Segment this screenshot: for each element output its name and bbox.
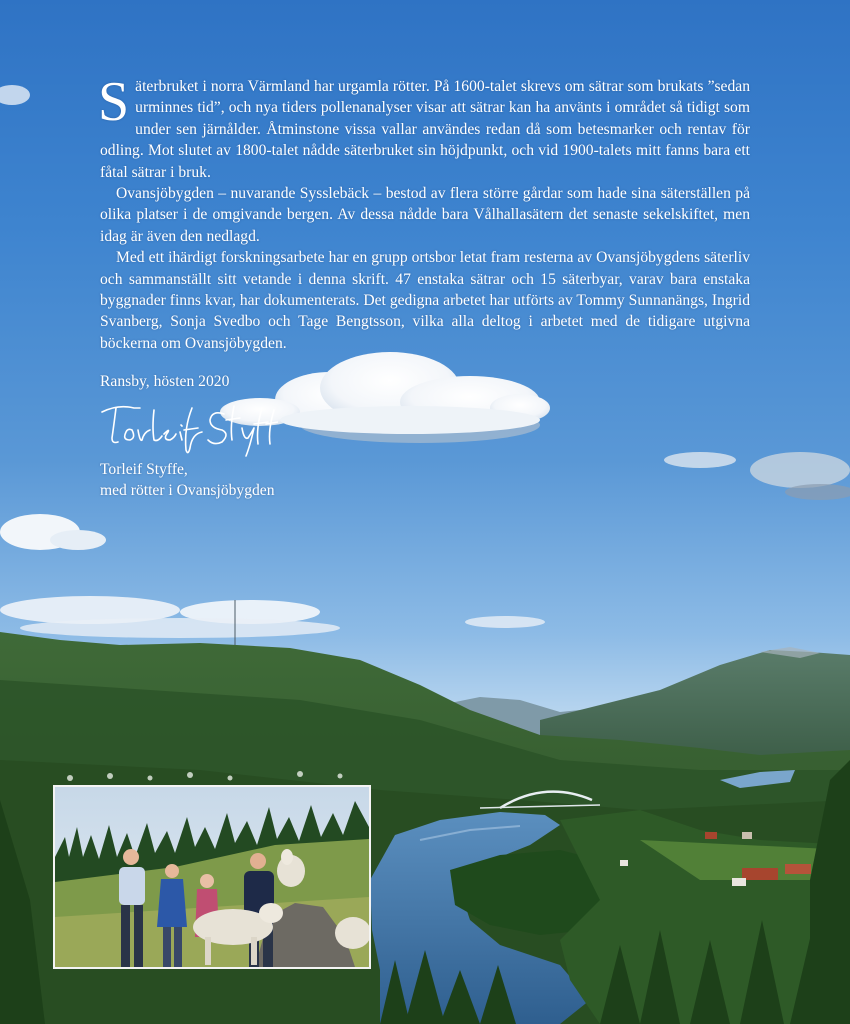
preface-text	[98, 71, 750, 354]
drop-cap: S	[98, 71, 130, 133]
author-block	[100, 459, 275, 502]
horizon-clouds	[0, 596, 545, 638]
right-clouds	[664, 452, 850, 500]
author-note: med rötter i Ovansjöbygden	[100, 482, 275, 500]
paragraph-2: Ovansjöbygden – nuvarande Sysslebäck – bestod av flera större gårdar som hade sina säterställen på olika platser i de omgivande bergen. Av dessa nådde bara Vålhallasätern det senaste sekelskiftet, men idag är även den nedlagd.	[100, 185, 750, 245]
place-date: Ransby, hösten 2020	[100, 373, 230, 390]
author-name: Torleif Styffe,	[100, 461, 188, 478]
paragraph-3: Med ett ihärdigt forskningsarbete har en grupp ortsbor letat fram resterna av Ovansjöbygdens säterliv och sammanställt sitt vetande i denna skrift. 47 enstaka sätrar och 15 säterbyar, varav bara enstaka byggnader finns kvar, har dokumenterats. Det gedigna arbetet har utförts av Tommy Sunnanängs, Ingrid Svanberg, Sonja Svedbo och Tage Bengtsson, vilka alla deltog i arbetet med de tidigare utgivna böckerna om Ovansjöbygden.	[100, 249, 750, 352]
inset-photo	[53, 785, 371, 969]
paragraph-1	[98, 71, 750, 183]
left-cloud	[0, 85, 106, 550]
inset-photo-image	[55, 787, 369, 967]
signature-image	[98, 398, 278, 460]
paragraph-1-text: äterbruket i norra Värmland har urgamla rötter. På 1600-talet skrevs om sätrar som brukats ”sedan urminnes tid”, och nya tiders pollenanalyser visar att sätrar kan ha använts i området så tidigt som under sen järnålder. Åtminstone vissa vallar användes redan då som betesmarker och rentav för odling. Mot slutet av 1800-talet nådde säterbruket sin höjdpunkt, och vid 1900-talets mitt fanns bara ett fåtal sätrar i bruk.	[100, 78, 750, 181]
